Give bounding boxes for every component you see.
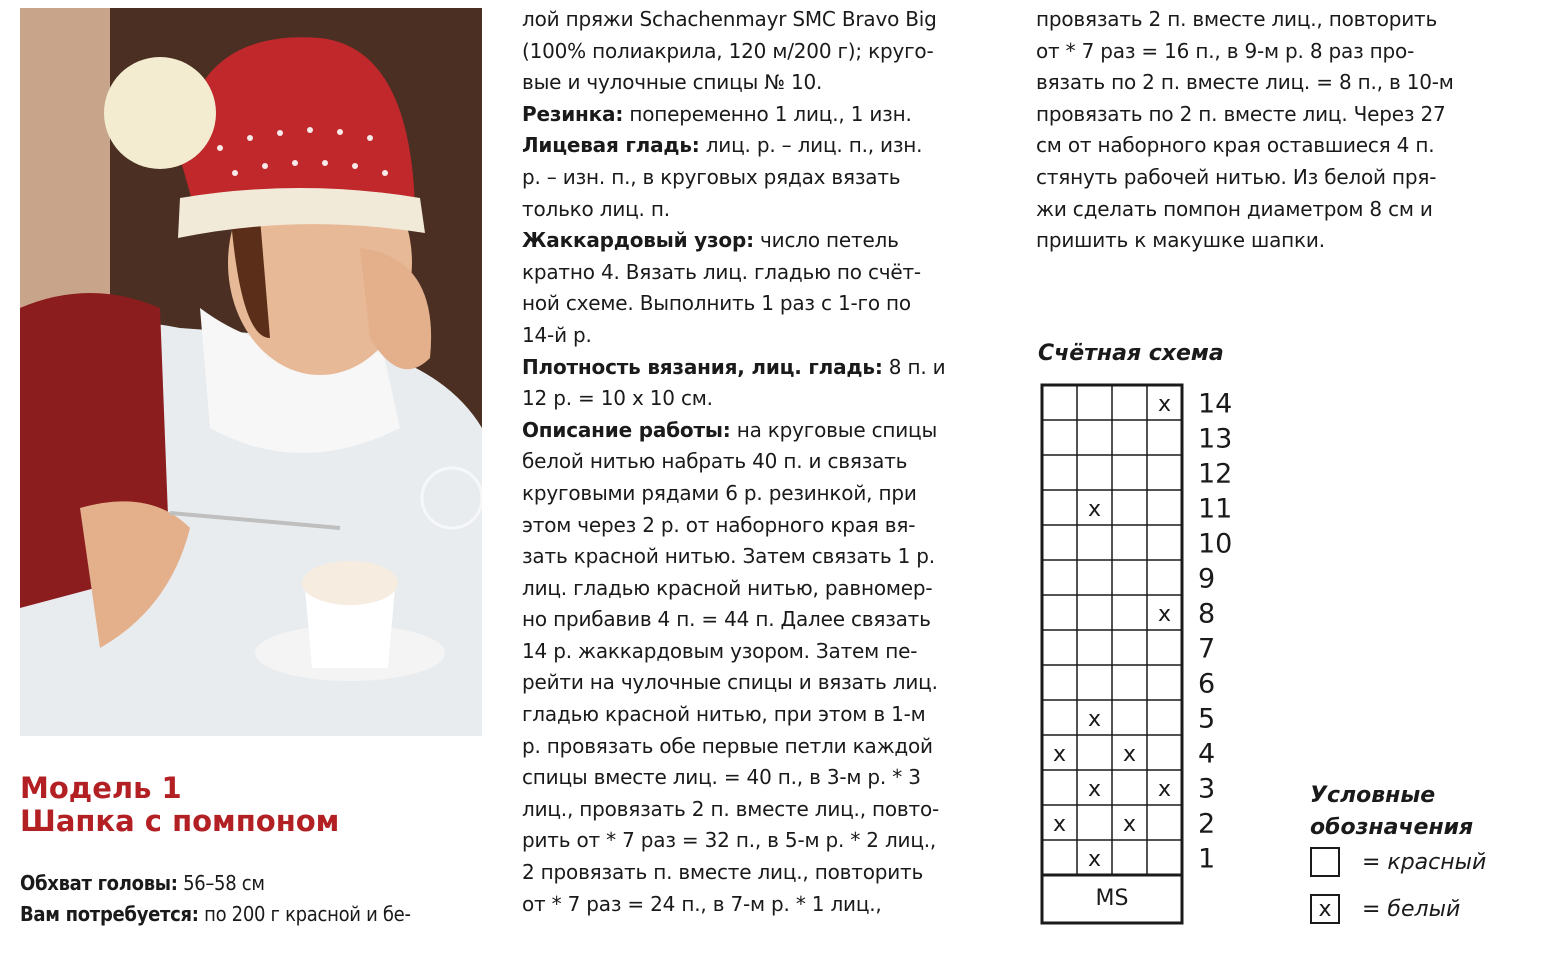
text-line [522, 162, 996, 194]
line-text: р. – изн. п., в круговых рядах вязать [522, 164, 901, 189]
legend-title-line2: обозначения [1310, 815, 1474, 840]
line-text: 2 провязать п. вместе лиц., повторить [522, 860, 924, 885]
text-line [522, 352, 996, 384]
instructions-column-3 [1036, 4, 1511, 257]
text-line: вязать по 2 п. вместе лиц. = 8 п., в 10-м [1036, 70, 1454, 95]
row-number: 9 [1198, 563, 1216, 595]
line-text: вые и чулочные спицы № 10. [522, 70, 823, 95]
line-text: лиц., провязать 2 п. вместе лиц., повто- [522, 796, 940, 821]
text-line [522, 857, 996, 889]
white-stitch-mark: x [1087, 776, 1102, 802]
line-text: 14-й р. [522, 322, 592, 347]
head-size-line [20, 868, 495, 899]
legend-item-red [1310, 847, 1486, 877]
row-number: 4 [1198, 738, 1216, 770]
term-label: Резинка: [522, 101, 624, 126]
line-text: зать красной нитью. Затем связать 1 р. [522, 544, 935, 569]
line-text: этом через 2 р. от наборного края вя- [522, 512, 916, 537]
white-stitch-mark: x [1087, 706, 1102, 732]
white-stitch-mark: x [1052, 811, 1067, 837]
text-line: провязать по 2 п. вместе лиц. Через 27 [1036, 101, 1446, 126]
text-line [522, 731, 996, 763]
model-title [20, 772, 339, 838]
row-number: 10 [1198, 528, 1233, 560]
head-size-label: Обхват головы: [20, 871, 178, 895]
line-text: число петель [753, 228, 899, 253]
term-label: Жаккардовый узор: [522, 228, 754, 253]
term-label: Плотность вязания, лиц. гладь: [522, 354, 883, 379]
text-line [522, 415, 996, 447]
text-line [522, 130, 996, 162]
row-number: 3 [1198, 773, 1216, 805]
model-number: Модель 1 [20, 771, 182, 805]
model-photo [20, 8, 482, 736]
row-number: 6 [1198, 668, 1216, 700]
line-text: р. провязать обе первые петли каждой [522, 733, 933, 758]
line-text: только лиц. п. [522, 196, 670, 221]
model-name: Шапка с помпоном [20, 804, 340, 838]
legend-label-white: = белый [1362, 896, 1461, 922]
text-line: жи сделать помпон диаметром 8 см и [1036, 196, 1433, 221]
term-label: Лицевая гладь: [522, 133, 700, 158]
chart-footer-ms: MS [1095, 886, 1129, 911]
row-number: 8 [1198, 598, 1216, 630]
line-text: на круговые спицы [730, 417, 938, 442]
chart-title: Счётная схема [1038, 341, 1224, 366]
text-line [522, 667, 996, 699]
line-text: лой пряжи Schachenmayr SMC Bravo Big [522, 7, 937, 31]
row-number: 7 [1198, 633, 1216, 665]
white-stitch-mark: x [1157, 601, 1172, 627]
line-text: лиц. р. – лиц. п., изн. [699, 133, 923, 158]
legend-item-white [1310, 894, 1460, 924]
text-line: стянуть рабочей нитью. Из белой пря- [1036, 164, 1437, 189]
text-line [522, 636, 996, 668]
head-size-value: 56–58 см [177, 871, 265, 895]
text-line [522, 889, 996, 921]
text-line: см от наборного края оставшиеся 4 п. [1036, 133, 1435, 158]
materials-label: Вам потребуется: [20, 902, 199, 926]
line-text: лиц. гладью красной нитью, равномер- [522, 575, 933, 600]
term-label: Описание работы: [522, 417, 731, 442]
row-number: 2 [1198, 808, 1216, 840]
line-text: рить от * 7 раз = 32 п., в 5-м р. * 2 лиц., [522, 828, 937, 853]
row-number: 11 [1198, 493, 1233, 525]
legend-swatch-red [1310, 847, 1340, 877]
legend-label-red: = красный [1362, 849, 1487, 875]
instructions-column-2 [522, 4, 996, 920]
text-line [522, 320, 996, 352]
legend-swatch-white: x [1310, 894, 1340, 924]
legend-title-line1: Условные [1310, 783, 1436, 808]
row-number: 12 [1198, 458, 1233, 490]
text-line [522, 510, 996, 542]
text-line [522, 478, 996, 510]
line-text: белой нитью набрать 40 п. и связать [522, 449, 908, 474]
text-line: от * 7 раз = 16 п., в 9-м р. 8 раз про- [1036, 38, 1415, 63]
row-number: 14 [1198, 388, 1233, 420]
text-line [522, 541, 996, 573]
white-stitch-mark: x [1087, 846, 1102, 872]
line-text: 8 п. и [882, 354, 946, 379]
text-line [522, 604, 996, 636]
line-text: круговыми рядами 6 р. резинкой, при [522, 480, 917, 505]
line-text: попеременно 1 лиц., 1 изн. [623, 101, 912, 126]
text-line [522, 288, 996, 320]
white-stitch-mark: x [1122, 741, 1137, 767]
text-line [522, 383, 996, 415]
white-stitch-mark: x [1157, 391, 1172, 417]
chart-grid [1040, 383, 1260, 928]
text-line [522, 446, 996, 478]
row-number: 13 [1198, 423, 1233, 455]
white-stitch-mark: x [1157, 776, 1172, 802]
text-line [522, 257, 996, 289]
line-text: кратно 4. Вязать лиц. гладью по счёт- [522, 259, 921, 284]
text-line [522, 699, 996, 731]
white-stitch-mark: x [1087, 496, 1102, 522]
line-text: гладью красной нитью, при этом в 1-м [522, 702, 926, 727]
row-number: 5 [1198, 703, 1216, 735]
text-line [522, 194, 996, 226]
requirements-block [20, 868, 495, 930]
text-line [522, 794, 996, 826]
line-text: 12 р. = 10 х 10 см. [522, 386, 713, 411]
line-text: ной схеме. Выполнить 1 раз с 1-го по [522, 291, 911, 316]
line-text: рейти на чулочные спицы и вязать лиц. [522, 670, 938, 695]
line-text: спицы вместе лиц. = 40 п., в 3-м р. * 3 [522, 765, 921, 790]
text-line [522, 573, 996, 605]
line-text: от * 7 раз = 24 п., в 7-м р. * 1 лиц., [522, 891, 882, 916]
text-line: пришить к макушке шапки. [1036, 228, 1325, 253]
text-line [522, 225, 996, 257]
line-text: но прибавив 4 п. = 44 п. Далее связать [522, 607, 931, 632]
materials-value: по 200 г красной и бе- [198, 902, 411, 926]
knitting-chart [1040, 383, 1260, 932]
white-stitch-mark: x [1052, 741, 1067, 767]
text-line [522, 99, 996, 131]
text-line [522, 762, 996, 794]
text-line [522, 825, 996, 857]
line-text: (100% полиакрила, 120 м/200 г); круго- [522, 38, 934, 63]
text-line: провязать 2 п. вместе лиц., повторить [1036, 7, 1438, 31]
text-line [522, 4, 996, 36]
white-stitch-mark: x [1122, 811, 1137, 837]
text-line [522, 36, 996, 68]
photo-illustration [20, 8, 482, 736]
line-text: 14 р. жаккардовым узором. Затем пе- [522, 638, 918, 663]
text-line [522, 67, 996, 99]
row-number: 1 [1198, 843, 1216, 875]
legend-title [1310, 780, 1473, 844]
materials-line [20, 899, 495, 930]
